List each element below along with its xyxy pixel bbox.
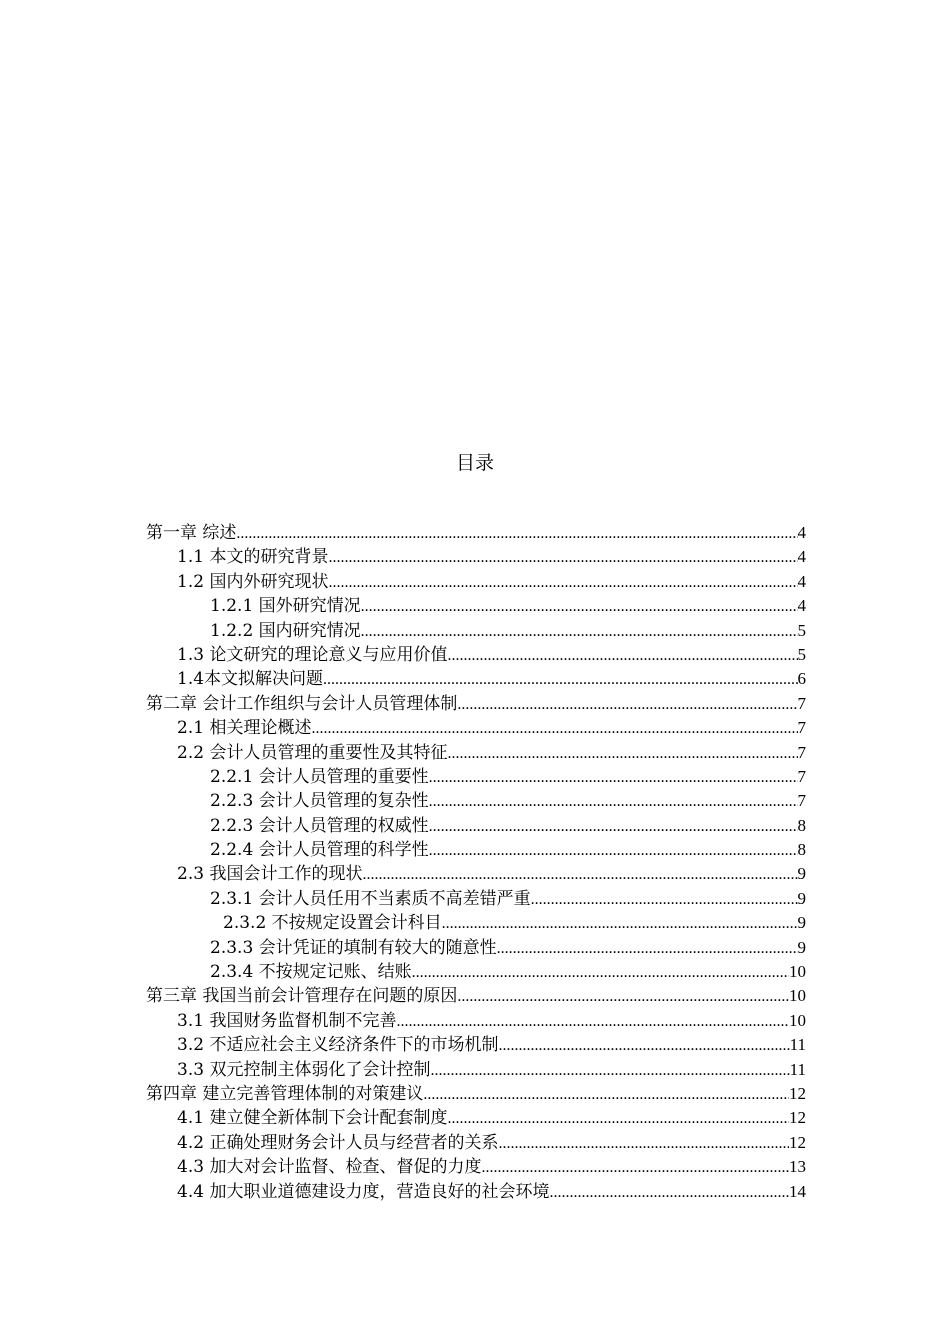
toc-entry-text: 2.2 会计人员管理的重要性及其特征 [177,742,448,763]
toc-entry-text: 1.3 论文研究的理论意义与应用价值 [177,644,448,665]
toc-entry-text: 4.2 正确处理财务会计人员与经营者的关系 [177,1132,499,1153]
toc-entry[interactable] [146,765,806,789]
toc-page-number: 4 [797,523,806,542]
toc-dot-leader [447,742,797,766]
toc-dot-leader [311,717,797,741]
toc-entry[interactable] [146,741,806,765]
toc-entry-text: 第三章 我国当前会计管理存在问题的原因 [146,986,458,1007]
toc-entry[interactable] [146,570,806,594]
toc-page-number: 11 [789,1035,806,1055]
toc-page-number: 9 [797,888,806,908]
toc-title: 目录 [455,452,494,474]
toc-entry-text: 第二章 会计工作组织与会计人员管理体制 [146,693,458,714]
toc-entry[interactable] [146,911,806,935]
toc-dot-leader [549,1181,789,1205]
toc-page-number: 7 [797,718,806,738]
toc-entry-text: 第一章 综述 [146,523,237,543]
toc-entry[interactable] [146,594,806,618]
toc-entry-text: 2.2.1 会计人员管理的重要性 [210,766,429,787]
toc-entry-text: 2.3.3 会计凭证的填制有较大的随意性 [210,937,497,958]
toc-entry-text: 第四章 建立完善管理体制的对策建议 [146,1083,424,1104]
toc-entry-text: 1.2 国内外研究现状 [177,571,329,592]
toc-entry[interactable] [146,984,806,1008]
toc-page-number: 7 [797,766,806,786]
toc-dot-leader [236,522,797,546]
toc-entry-text: 2.3.4 不按规定记账、结账 [210,962,412,983]
toc-page-number: 5 [797,620,806,640]
toc-dot-leader [442,912,798,936]
toc-entry[interactable] [146,1058,806,1082]
toc-page-number: 10 [789,1010,806,1030]
toc-dot-leader [429,839,798,863]
toc-entry[interactable] [146,960,806,984]
toc-entry-text: 3.1 我国财务监督机制不完善 [177,1010,397,1031]
toc-dot-leader [412,961,789,985]
toc-entry[interactable] [146,1009,806,1033]
toc-page-number: 12 [789,1108,806,1128]
toc-page-number: 4 [797,571,806,591]
toc-page-number: 8 [797,840,806,860]
toc-entry-text: 3.2 不适应社会主义经济条件下的市场机制 [177,1035,499,1056]
toc-page-number: 6 [797,669,806,689]
toc-dot-leader [328,546,797,570]
toc-page-number: 10 [789,986,806,1006]
toc-entry[interactable] [146,1131,806,1155]
toc-entry-text: 2.2.4 会计人员管理的科学性 [210,840,429,861]
toc-list [146,521,806,1204]
toc-entry-text: 4.1 建立健全新体制下会计配套制度 [177,1108,448,1129]
toc-entry-text: 2.2.3 会计人员管理的复杂性 [210,791,429,812]
toc-dot-leader [429,790,798,814]
toc-page-number: 9 [797,913,806,933]
toc-page-number: 10 [789,962,806,982]
toc-entry[interactable] [146,643,806,667]
toc-entry[interactable] [146,1180,806,1204]
toc-entry-text: 3.3 双元控制主体弱化了会计控制 [177,1059,431,1080]
toc-page-number: 9 [797,937,806,957]
toc-entry[interactable] [146,1106,806,1130]
toc-dot-leader [447,644,797,668]
toc-dot-leader [361,620,798,644]
toc-dot-leader [362,863,797,887]
toc-entry-text: 4.3 加大对会计监督、检查、督促的力度 [177,1157,482,1178]
toc-page-number: 4 [797,596,806,616]
toc-dot-leader [457,985,789,1009]
toc-entry[interactable] [146,619,806,643]
toc-dot-leader [361,595,798,619]
toc-page-number: 12 [789,1083,806,1103]
toc-entry-text: 1.4本文拟解决问题 [177,669,324,690]
toc-dot-leader [323,668,797,692]
toc-dot-leader [328,571,797,595]
toc-entry[interactable] [146,692,806,716]
toc-entry-text: 1.1 本文的研究背景 [177,547,329,568]
toc-dot-leader [430,1059,789,1083]
toc-dot-leader [498,1034,789,1058]
toc-page-number: 7 [797,693,806,713]
toc-dot-leader [396,1010,789,1034]
toc-entry-text: 2.1 相关理论概述 [177,718,312,739]
toc-entry[interactable] [146,887,806,911]
toc-entry-text: 2.3.1 会计人员任用不当素质不高差错严重 [210,888,531,909]
toc-entry[interactable] [146,1082,806,1106]
toc-entry-text: 1.2.1 国外研究情况 [210,596,361,617]
toc-entry[interactable] [146,789,806,813]
toc-entry[interactable] [146,814,806,838]
toc-dot-leader [447,1107,789,1131]
toc-page-number: 8 [797,815,806,835]
toc-entry[interactable] [146,667,806,691]
toc-entry[interactable] [146,1155,806,1179]
toc-page-number: 4 [797,547,806,567]
toc-entry-text: 4.4 加大职业道德建设力度，营造良好的社会环境 [177,1181,550,1202]
toc-entry[interactable] [146,521,806,545]
toc-dot-leader [531,888,798,912]
toc-entry-text: 2.3.2 不按规定设置会计科目 [223,913,442,934]
toc-entry-text: 2.3 我国会计工作的现状 [177,864,363,885]
toc-page-number: 9 [797,864,806,884]
toc-entry[interactable] [146,862,806,886]
toc-page-number: 14 [789,1181,806,1201]
toc-dot-leader [429,766,798,790]
toc-entry[interactable] [146,1033,806,1057]
toc-entry[interactable] [146,936,806,960]
toc-entry[interactable] [146,545,806,569]
toc-dot-leader [498,1132,789,1156]
toc-dot-leader [423,1083,789,1107]
toc-page-number: 5 [797,644,806,664]
toc-dot-leader [457,693,797,717]
toc-dot-leader [497,937,798,961]
toc-page-number: 13 [789,1157,806,1177]
toc-entry-text: 1.2.2 国内研究情况 [210,620,361,641]
toc-entry[interactable] [146,838,806,862]
toc-page-number: 12 [789,1132,806,1152]
toc-page-number: 7 [797,791,806,811]
toc-page-number: 7 [797,742,806,762]
toc-dot-leader [481,1156,789,1180]
toc-dot-leader [429,815,798,839]
toc-entry-text: 2.2.3 会计人员管理的权威性 [210,815,429,836]
toc-page-number: 11 [789,1059,806,1079]
toc-entry[interactable] [146,716,806,740]
